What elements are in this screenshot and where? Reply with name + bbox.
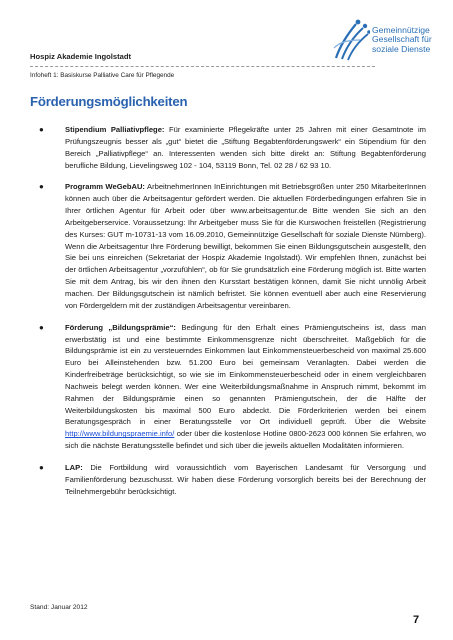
bullet-icon: ● bbox=[39, 125, 44, 134]
page-title: Förderungsmöglichkeiten bbox=[30, 94, 188, 109]
stylized-figures-logo-icon bbox=[330, 18, 370, 62]
item-title: Förderung „Bildungsprämie“: bbox=[65, 322, 176, 332]
item-text: Bedingung für den Erhalt eines Prämiengutscheins ist, dass man erwerbstätig ist und eine bestimmte Einkommensgrenze nicht überschreitet. Maßgeblich für die Bildungsprämie ist ein zu versteuerndes Einkommen laut Einkommensteuerbescheid von maximal 25.600 Euro bei Alleinstehenden bzw. 51.200 Euro bei gemeinsam Veranlagten. Dabei werden die Kinderfreibeträge berücksichtigt, so wie sie im Einkommensteuerbescheid oder in einem vergleichbaren Nachweis belegt werden können. Wer eine Weiterbildungsmaßnahme in Anspruch nimmt, bekommt im Rahmen der Bildungsprämie einen so genannten Prämiengutschein, der die Hälfte der Weiterbildungskosten bis maximal 500 Euro abdeckt. Die Förderkriterien werden bei einem Beratungsgespräch in einer Beratungsstelle vor Ort individuell geprüft. Über die Website bbox=[65, 322, 426, 427]
logo-line-1: Gemeinnützige bbox=[372, 25, 430, 35]
bullet-icon: ● bbox=[39, 182, 44, 192]
footer-date: Stand: Januar 2012 bbox=[30, 604, 88, 611]
logo-line-2: Gesellschaft für bbox=[372, 34, 432, 45]
item-title: Programm WeGebAU: bbox=[65, 182, 145, 192]
bullet-icon: ● bbox=[39, 462, 44, 472]
list-item-bildungspraemie bbox=[30, 322, 426, 452]
list-item-lap bbox=[30, 462, 426, 498]
item-text: Für examinierte Pflegekräfte unter 25 Jahren mit einer Gesamtnote im Prüfungszeugnis besser als „gut“ bietet die „Stiftung Begabtenförderungswerk“ ein Stipendium für den Bereich „Palliativpflege“ an. Interessenten wenden sich bitte direkt an: Stiftung Begabtenförderung berufliche Bildung, Lievelingsweg 102 - 104, 53119 Bonn, Tel. 02 28 / 62 93 10. bbox=[65, 125, 427, 170]
item-text: ArbeitnehmerInnen InEinrichtungen mit Betriebsgrößen unter 250 MitarbeiterInnen können auch über die Arbeitsagentur gefördert werden. Die aktuellen Förderbedingungen erfahren Sie in Ihrer örtlichen Agentur für Arbeit oder über www.arbeitsagentur.de Bitte wenden Sie sich an den Arbeitgeberservice. Voraussetzung: Ihr Arbeitgeber muss Sie für die Kurswochen freistellen (Registrierung des Kurses: GUT m-10731-13 vom 16.09.2010, Gemeinnützige Gesellschaft für soziale Dienste Nürnberg). Wenn die Arbeitsagentur Ihre Förderung bewilligt, bekommen Sie einen Bildungsgutschein ausgestellt, den Sie bei uns einreichen (Sekretariat der Hospiz Akademie Ingolstadt). Wir empfehlen Ihnen, zunächst bei der örtlichen Arbeitsagentur „vorzufühlen“, ob für Sie grundsätzlich eine Förderung möglich ist. Bitte warten Sie mit dem Antrag, bis wir den ihnen den Kursstart bestätigen können, damit Sie nicht unnölig Arbeit machen. Der Bildungsgutschein ist nämlich befristet. Sie können eventuell aber auch eine Reservierung von Fördergeldern mit der zuständigen Arbeitsagentur vereinbaren. bbox=[65, 182, 427, 310]
list-item-wegebau bbox=[30, 181, 426, 311]
bullet-icon: ● bbox=[39, 322, 44, 332]
logo-line-3: soziale Dienste bbox=[372, 43, 431, 54]
item-title: Stipendium Palliativpflege: bbox=[65, 125, 165, 134]
item-title: LAP: bbox=[65, 462, 83, 472]
item-text-continued: oder über die kostenlose Hotline 0800-2623 000 können Sie erfahren, wo sich die nächste Beratungsstelle befindet und sich über die jeweils aktuellen Modalitäten informieren. bbox=[65, 429, 426, 451]
list-item-stipendium bbox=[30, 124, 426, 171]
header-subtitle: Infoheft 1: Basiskurse Palliative Care für Pflegende bbox=[30, 72, 175, 79]
logo-text bbox=[372, 26, 432, 54]
header-title: Hospiz Akademie Ingolstadt bbox=[30, 52, 131, 61]
organization-logo bbox=[330, 18, 450, 68]
page-number: 7 bbox=[413, 614, 420, 626]
funding-list bbox=[30, 124, 426, 497]
bildungspraemie-link[interactable]: http://www.bildungspraemie.info/ bbox=[65, 429, 175, 439]
item-text: Die Fortbildung wird voraussichtlich vom Bayerischen Landesamt für Versorgung und Familienförderung bezuschusst. Wir haben diese Förderung vorsorglich bereits bei der Berechnung der Teilnehmergebühr berücksichtigt. bbox=[65, 462, 426, 496]
header-divider bbox=[30, 66, 375, 67]
